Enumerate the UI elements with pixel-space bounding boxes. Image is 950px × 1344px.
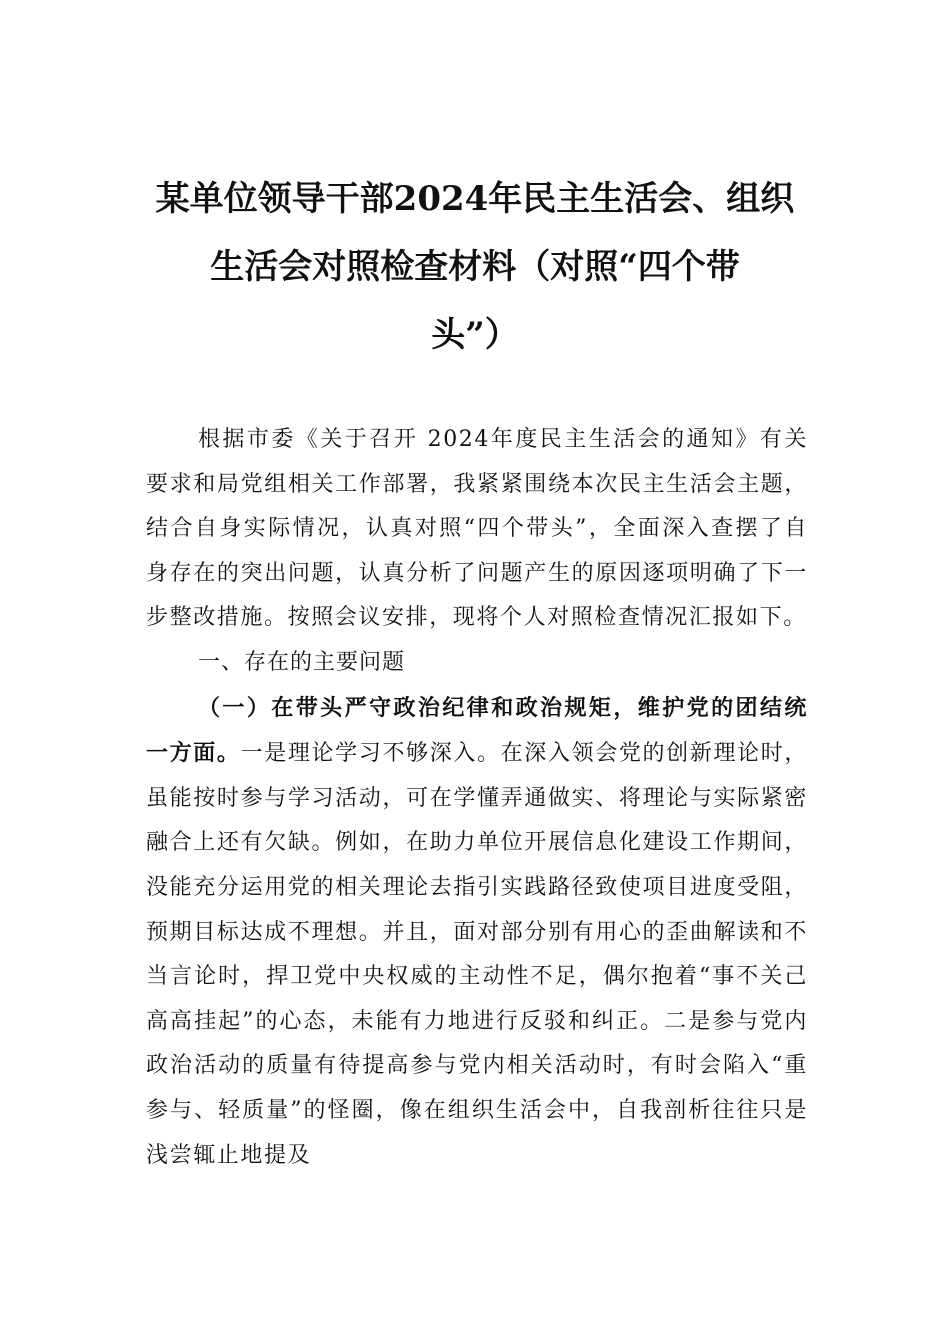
title-line-1: 某单位领导干部2024年民主生活会、组织 [155, 179, 795, 219]
document-title [140, 165, 810, 369]
document-body [146, 418, 808, 1178]
intro-paragraph: 根据市委《关于召开 2024年度民主生活会的通知》有关要求和局党组相关工作部署，我紧紧围绕本次民主生活会主题，结合自身实际情况，认真对照“四个带头”，全面深入查摆了自身存在的突出问题，认真分析了问题产生的原因逐项明确了下一步整改措施。按照会议安排，现将个人对照检查情况汇报如下。 [146, 427, 808, 631]
subsection-heading-1: （一）在带头严守政治纪律和政治规矩，维护党的团结统一方面。 [146, 694, 808, 767]
title-line-2: 生活会对照检查材料（对照“四个带 [210, 247, 740, 287]
subsection-body-1: 一是理论学习不够深入。在深入领会党的创新理论时，虽能按时参与学习活动，可在学懂弄通做实、将理论与实际紧密融合上还有欠缺。例如，在助力单位开展信息化建设工作期间，没能充分运用党的相关理论去指引实践路径致使项目进度受阻，预期目标达成不理想。并且，面对部分别有用心的歪曲解读和不当言论时，捍卫党中央权威的主动性不足，偶尔抱着“事不关己高高挂起”的心态，未能有力地进行反驳和纠正。二是参与党内政治活动的质量有待提高参与党内相关活动时，有时会陷入“重参与、轻质量”的怪圈，像在组织生活会中，自我剖析往往只是浅尝辄止地提及 [146, 741, 808, 1168]
section-heading-1: 一、存在的主要问题 [198, 649, 406, 675]
title-line-3: 头”） [431, 315, 519, 355]
subsection-paragraph-1 [146, 686, 808, 1179]
